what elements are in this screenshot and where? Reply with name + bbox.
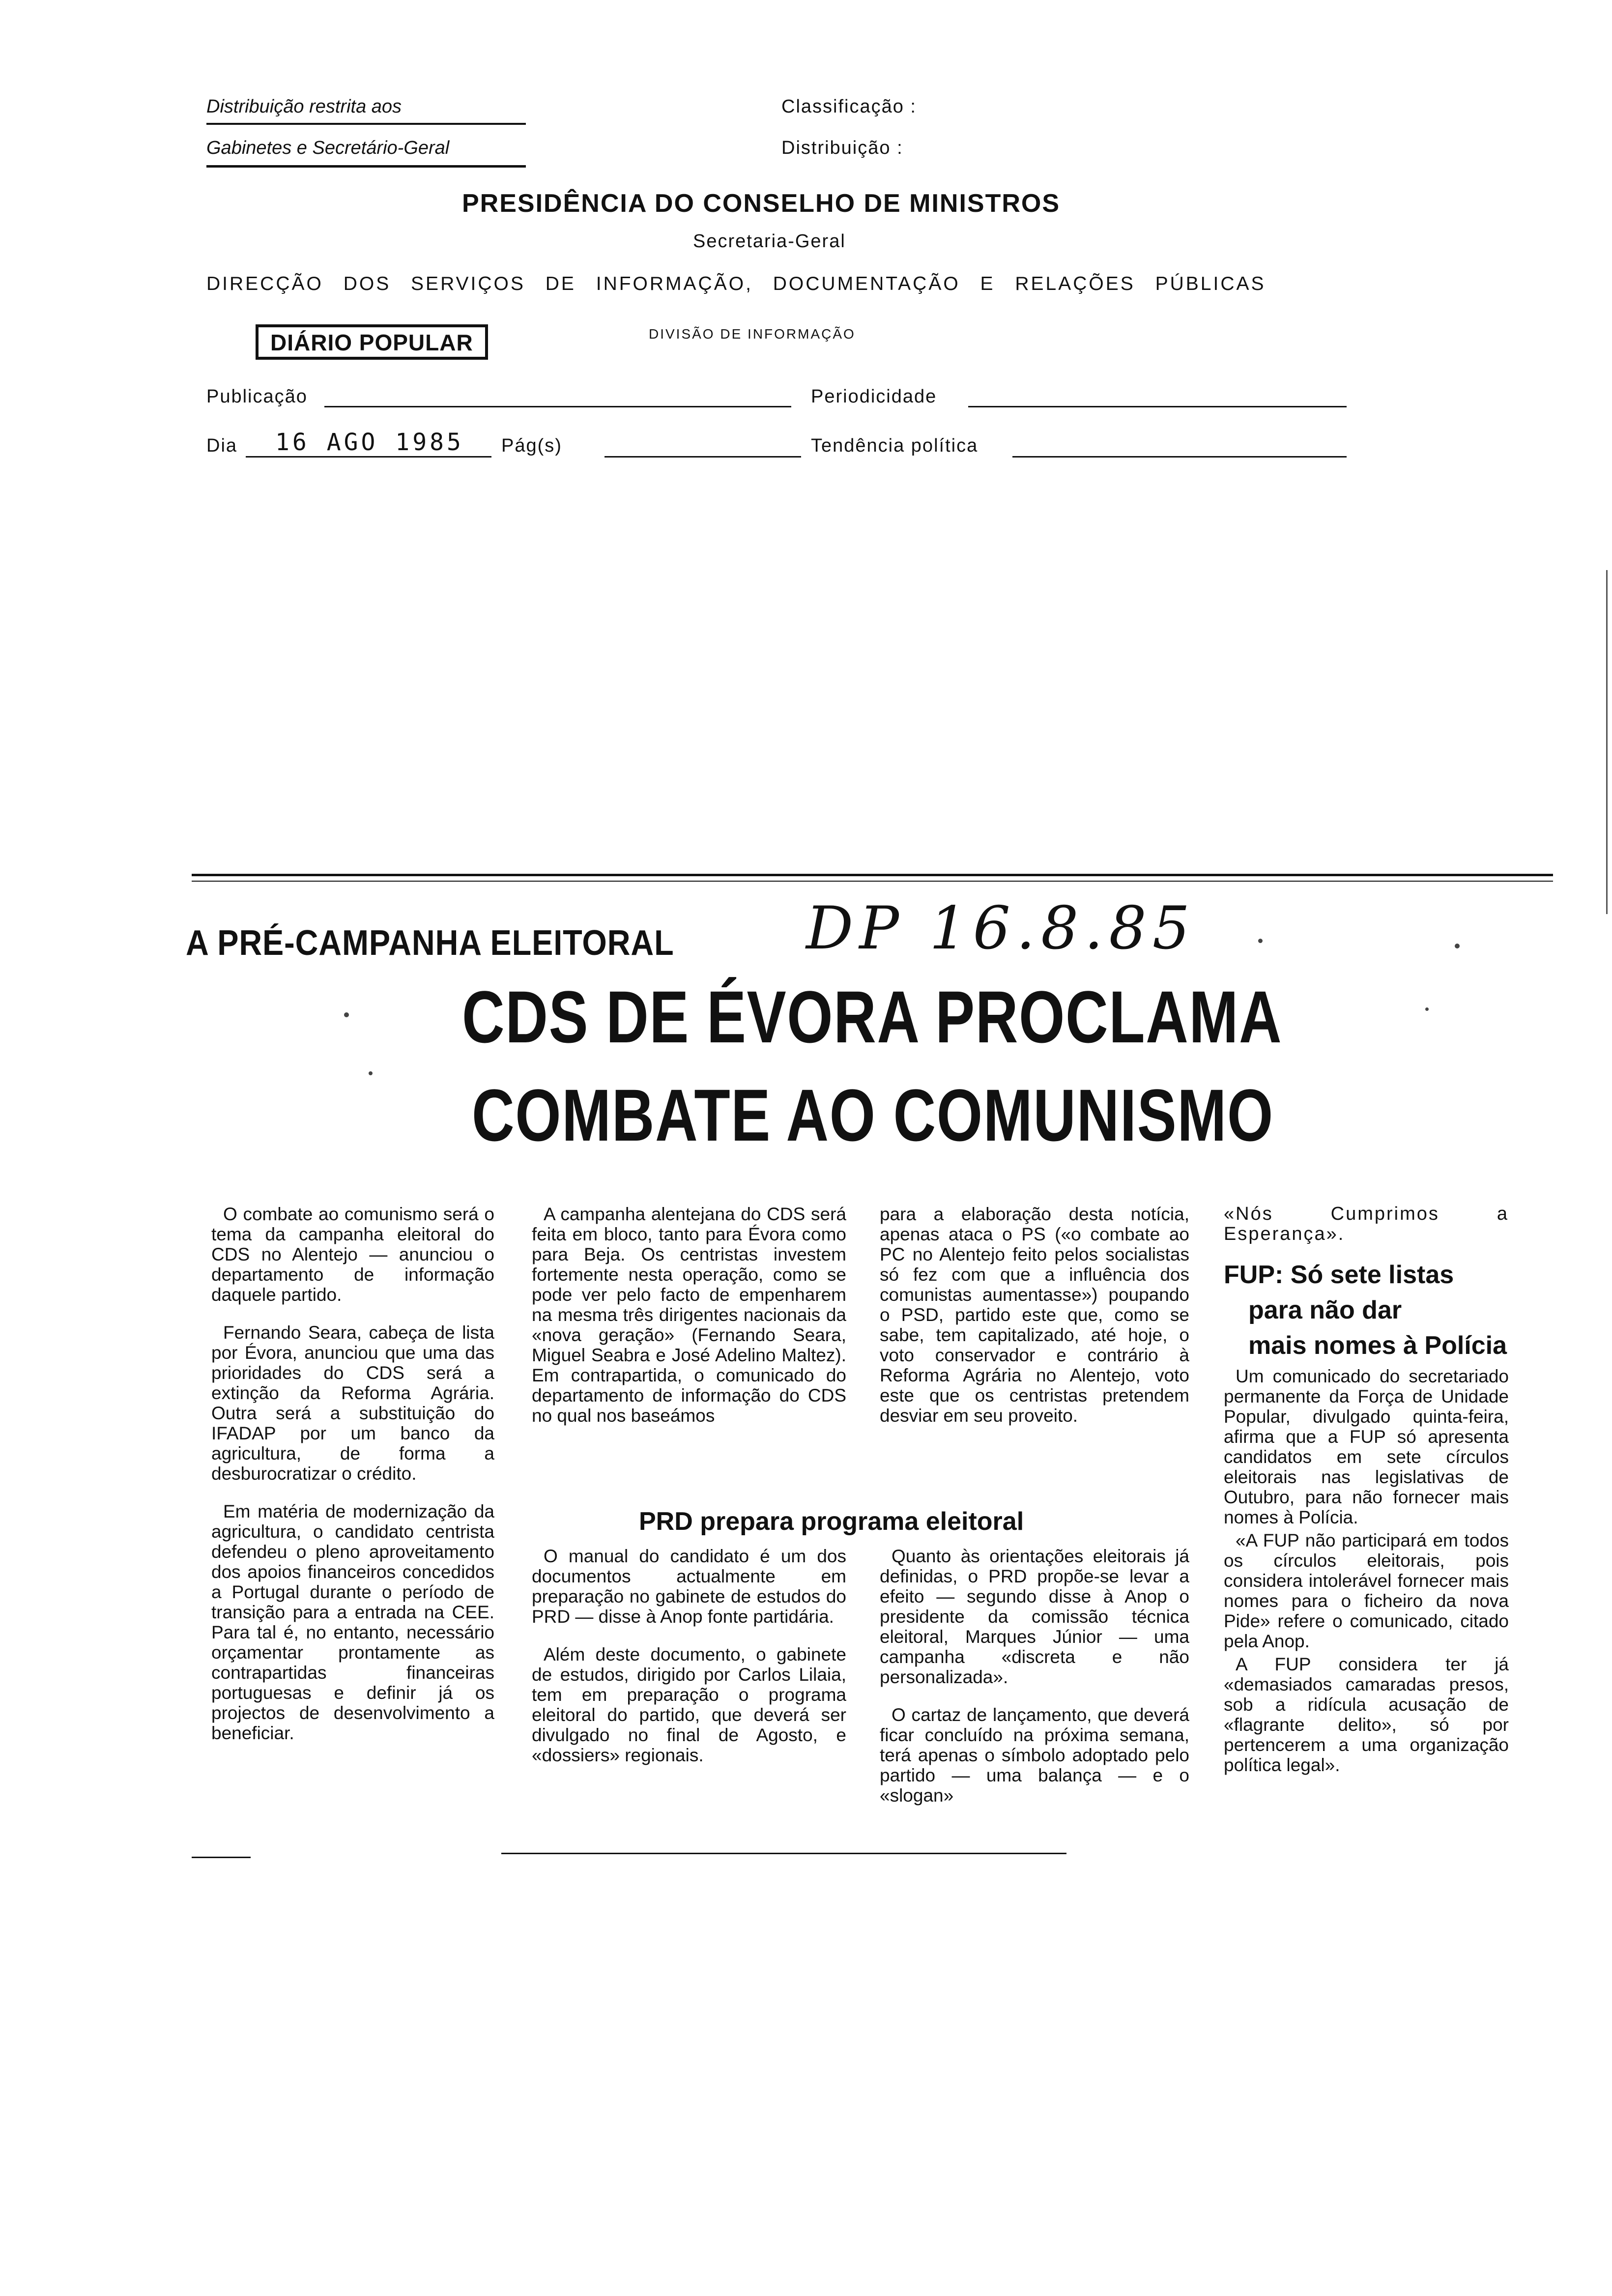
dia-field-line (246, 456, 491, 458)
fup-heading-3: mais nomes à Polícia (1248, 1331, 1507, 1360)
tendencia-field-line (1012, 456, 1347, 458)
org-title: PRESIDÊNCIA DO CONSELHO DE MINISTROS (462, 189, 1061, 218)
publicacao-field-line (324, 406, 791, 407)
distribution-label: Distribuição : (781, 138, 903, 158)
paragraph: O manual do candidato é um dos documentos actualmente em preparação no gabinete de estudos do PRD — disse à Anop fonte partidária. (532, 1546, 846, 1627)
dia-label: Dia (206, 435, 238, 456)
scan-speck (369, 1071, 373, 1075)
periodicidade-label: Periodicidade (811, 386, 937, 407)
handwritten-note: DP 16.8.85 (806, 894, 1196, 963)
fup-column-4 (1224, 1366, 1509, 1778)
paragraph: Um comunicado do secretariado permanente da Força de Unidade Popular, divulgado quinta-feira, afirma que a FUP só apresenta candidatos em sete círculos eleitorais nas legislativas de Outubro, para não fornecer mais nomes à Polícia. (1224, 1366, 1509, 1527)
periodicidade-field-line (968, 406, 1347, 407)
fup-heading-1: FUP: Só sete listas (1224, 1261, 1454, 1289)
distribution-line-1: Distribuição restrita aos (206, 96, 402, 117)
divider (206, 123, 526, 125)
scan-speck (344, 1012, 349, 1017)
article-bottom-rule (501, 1853, 1066, 1854)
paragraph: para a elaboração desta notícia, apenas ataca o PS («o combate ao PC no Alentejo feito pelos socialistas só fez com que a influência dos comunistas aumentasse») poupando o PSD, partido este que, como se sabe, tem capitalizado, até hoje, o voto conservador e contrário à Reforma Agrária no Alentejo, voto este que os centristas pretendem desviar em seu proveito. (880, 1204, 1189, 1426)
paragraph: Quanto às orientações eleitorais já definidas, o PRD propõe-se levar a efeito — segundo disse à Anop o presidente da comissão técnica eleitoral, Marques Júnior — uma campanha «discreta e não personalizada». (880, 1546, 1189, 1687)
classification-label: Classificação : (781, 96, 917, 117)
paragraph: «A FUP não participará em todos os círculos eleitorais, pois considera intolerável fornecer mais nomes para o ficheiro da nova Pide» refere o comunicado, citado pela Anop. (1224, 1530, 1509, 1651)
column-4-top: «Nós Cumprimos a Esperança». (1224, 1204, 1509, 1244)
fup-heading-2: para não dar (1248, 1296, 1402, 1324)
division-label: DIVISÃO DE INFORMAÇÃO (649, 326, 856, 342)
directorate: DIRECÇÃO DOS SERVIÇOS DE INFORMAÇÃO, DOCUMENTAÇÃO E RELAÇÕES PÚBLICAS (206, 273, 1266, 294)
article-column-2 (532, 1204, 846, 1443)
publicacao-label: Publicação (206, 386, 308, 407)
prd-subheading: PRD prepara programa eleitoral (639, 1507, 1024, 1536)
headline-line-1: CDS DE ÉVORA PROCLAMA (462, 976, 1283, 1058)
paragraph: Em matéria de modernização da agricultura, o candidato centrista defendeu o pleno aproveitamento dos apoios financeiros concedidos a Portugal durante o período de transição para a entrada na CEE. Para tal é, no entanto, necessário orçamentar prontamente as contrapartidas financeiras portuguesas e definir já os projectos de desenvolvimento a beneficiar. (211, 1501, 494, 1743)
scan-speck (1258, 939, 1263, 943)
divider (206, 165, 526, 168)
distribution-line-2: Gabinetes e Secretário-Geral (206, 138, 450, 158)
article-column-1 (211, 1204, 494, 1761)
pags-field-line (604, 456, 801, 458)
prd-column-3 (880, 1546, 1189, 1823)
newspaper-stamp: DIÁRIO POPULAR (256, 324, 488, 360)
article-kicker: A PRÉ-CAMPANHA ELEITORAL (186, 923, 674, 963)
article-top-rule (192, 874, 1553, 876)
headline-line-2: COMBATE AO COMUNISMO (472, 1074, 1274, 1156)
paragraph: A campanha alentejana do CDS será feita em bloco, tanto para Évora como para Beja. Os centristas investem fortemente nesta operação, como se pode ver pelo facto de empenharem na mesma três dirigentes nacionais da «nova geração» (Fernando Seara, Miguel Seabra e José Adelino Maltez). Em contrapartida, o comunicado do departamento de informação do CDS no qual nos baseámos (532, 1204, 846, 1426)
paragraph: O combate ao comunismo será o tema da campanha eleitoral do CDS no Alentejo — anunciou o departamento de informação daquele partido. (211, 1204, 494, 1305)
paragraph: Além deste documento, o gabinete de estudos, dirigido por Carlos Lilaia, tem em preparação o programa eleitoral do partido, que deverá ser divulgado no final de Agosto, e «dossiers» regionais. (532, 1644, 846, 1765)
paragraph: Fernando Seara, cabeça de lista por Évora, anunciou que uma das prioridades do CDS será a extinção da Reforma Agrária. Outra será a substituição do IFADAP por um banco da agricultura, de forma a desburocratizar o crédito. (211, 1322, 494, 1484)
scan-edge (1606, 570, 1608, 914)
article-column-3 (880, 1204, 1189, 1443)
dia-value: 16 AGO 1985 (275, 429, 464, 456)
article-bottom-rule (192, 1857, 251, 1858)
scan-speck (1425, 1007, 1429, 1011)
org-subtitle: Secretaria-Geral (693, 231, 846, 252)
article-top-rule-thin (192, 881, 1553, 882)
pags-label: Pág(s) (501, 435, 562, 456)
paragraph: O cartaz de lançamento, que deverá ficar concluído na próxima semana, terá apenas o símbolo adoptado pelo partido — uma balança — e o «slogan» (880, 1705, 1189, 1806)
scan-speck (1455, 944, 1460, 948)
prd-column-2 (532, 1546, 846, 1783)
paragraph: A FUP considera ter já «demasiados camaradas presos, sob a ridícula acusação de «flagrante delito», só por pertencerem a uma organização política legal». (1224, 1654, 1509, 1775)
tendencia-label: Tendência política (811, 435, 979, 456)
